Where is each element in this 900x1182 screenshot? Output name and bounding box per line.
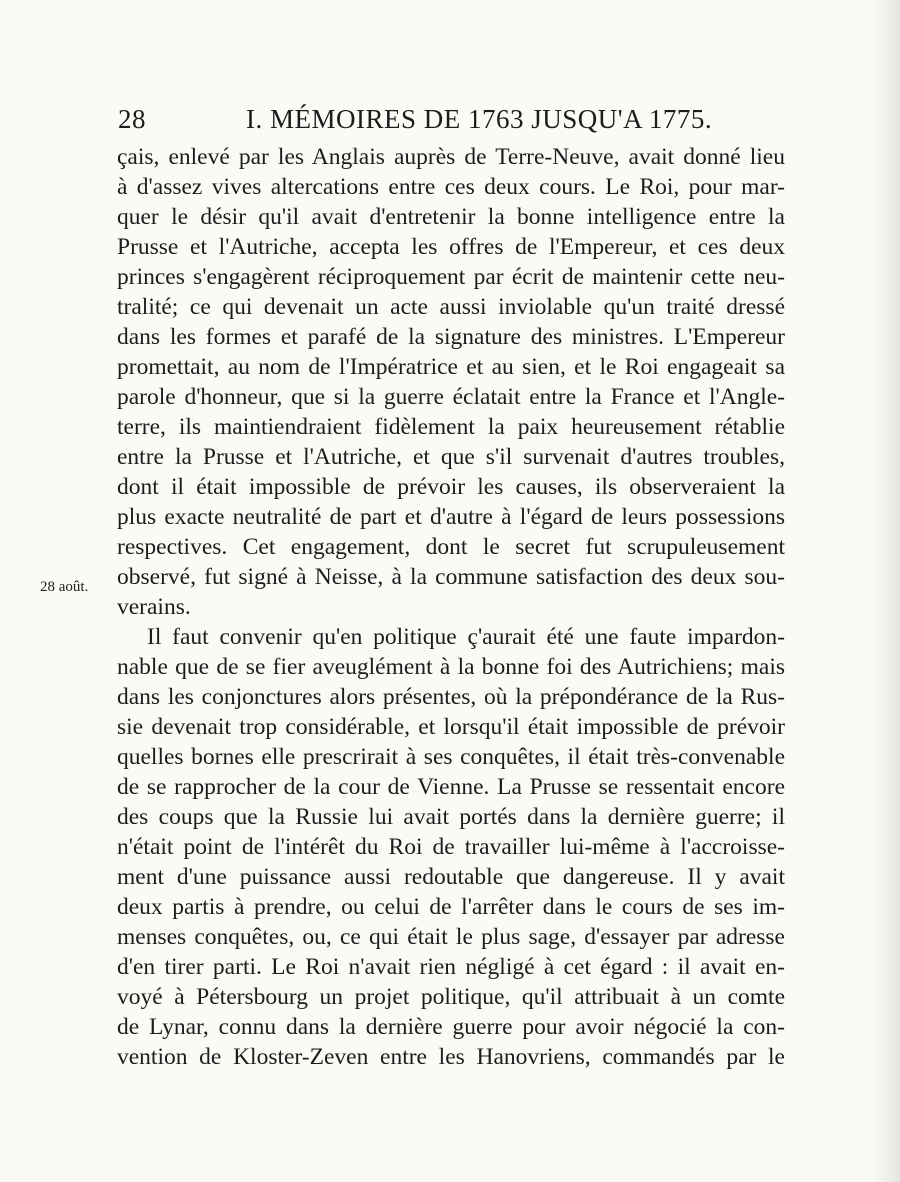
page-edge-shadow xyxy=(870,0,900,1182)
text-line: des coups que la Russie lui avait portés dans la dernière guerre; il xyxy=(117,804,785,830)
text-line: princes s'engagèrent réciproquement par écrit de maintenir cette neu- xyxy=(117,264,785,290)
text-line: voyé à Pétersbourg un projet politique, qu'il attribuait à un comte xyxy=(117,984,785,1010)
body-text xyxy=(117,142,785,1072)
text-line: quer le désir qu'il avait d'entretenir la bonne intelligence entre la xyxy=(117,204,785,230)
text-line: deux partis à prendre, ou celui de l'arrêter dans le cours de ses im- xyxy=(117,894,785,920)
text-line: respectives. Cet engagement, dont le secret fut scrupuleusement xyxy=(117,534,785,560)
text-line: nable que de se fier aveuglément à la bonne foi des Autrichiens; mais xyxy=(117,654,785,680)
text-line: plus exacte neutralité de part et d'autre à l'égard de leurs possessions xyxy=(117,504,785,530)
text-line: observé, fut signé à Neisse, à la commune satisfaction des deux sou- xyxy=(117,564,785,590)
text-line: n'était point de l'intérêt du Roi de travailler lui-même à l'accroisse- xyxy=(117,834,785,860)
running-head xyxy=(118,104,782,140)
text-line: dans les formes et parafé de la signature des ministres. L'Empereur xyxy=(117,324,785,350)
text-line: parole d'honneur, que si la guerre éclatait entre la France et l'Angle- xyxy=(117,384,785,410)
text-line: ment d'une puissance aussi redoutable que dangereuse. Il y avait xyxy=(117,864,785,890)
text-line: çais, enlevé par les Anglais auprès de Terre-Neuve, avait donné lieu xyxy=(117,144,785,170)
page-number: 28 xyxy=(118,104,146,134)
text-line: dans les conjonctures alors présentes, où la prépondérance de la Rus- xyxy=(117,684,785,710)
text-line: Il faut convenir qu'en politique ç'aurait été une faute impardon- xyxy=(147,624,785,650)
margin-date-note: 28 août. xyxy=(40,579,89,595)
text-line: d'en tirer parti. Le Roi n'avait rien négligé à cet égard : il avait en- xyxy=(117,954,785,980)
text-line: de se rapprocher de la cour de Vienne. La Prusse se ressentait encore xyxy=(117,774,785,800)
text-line: vention de Kloster-Zeven entre les Hanovriens, commandés par le xyxy=(117,1044,785,1070)
text-line: dont il était impossible de prévoir les causes, ils observeraient la xyxy=(117,474,785,500)
running-head-title: I. MÉMOIRES DE 1763 JUSQU'A 1775. xyxy=(246,104,713,134)
text-line: menses conquêtes, ou, ce qui était le plus sage, d'essayer par adresse xyxy=(117,924,785,950)
text-line: tralité; ce qui devenait un acte aussi inviolable qu'un traité dressé xyxy=(117,294,785,320)
text-line: promettait, au nom de l'Impératrice et au sien, et le Roi engageait sa xyxy=(117,354,785,380)
text-line: de Lynar, connu dans la dernière guerre pour avoir négocié la con- xyxy=(117,1014,785,1040)
text-line: quelles bornes elle prescrirait à ses conquêtes, il était très-convenable xyxy=(117,744,785,770)
text-line: terre, ils maintiendraient fidèlement la paix heureusement rétablie xyxy=(117,414,785,440)
text-line: entre la Prusse et l'Autriche, et que s'il survenait d'autres troubles, xyxy=(117,444,785,470)
paragraph-2 xyxy=(117,622,785,1072)
text-line: à d'assez vives altercations entre ces deux cours. Le Roi, pour mar- xyxy=(117,174,785,200)
paragraph-1 xyxy=(117,142,785,622)
text-line: Prusse et l'Autriche, accepta les offres de l'Empereur, et ces deux xyxy=(117,234,785,260)
text-line: verains. xyxy=(117,594,191,620)
text-line: sie devenait trop considérable, et lorsqu'il était impossible de prévoir xyxy=(117,714,785,740)
